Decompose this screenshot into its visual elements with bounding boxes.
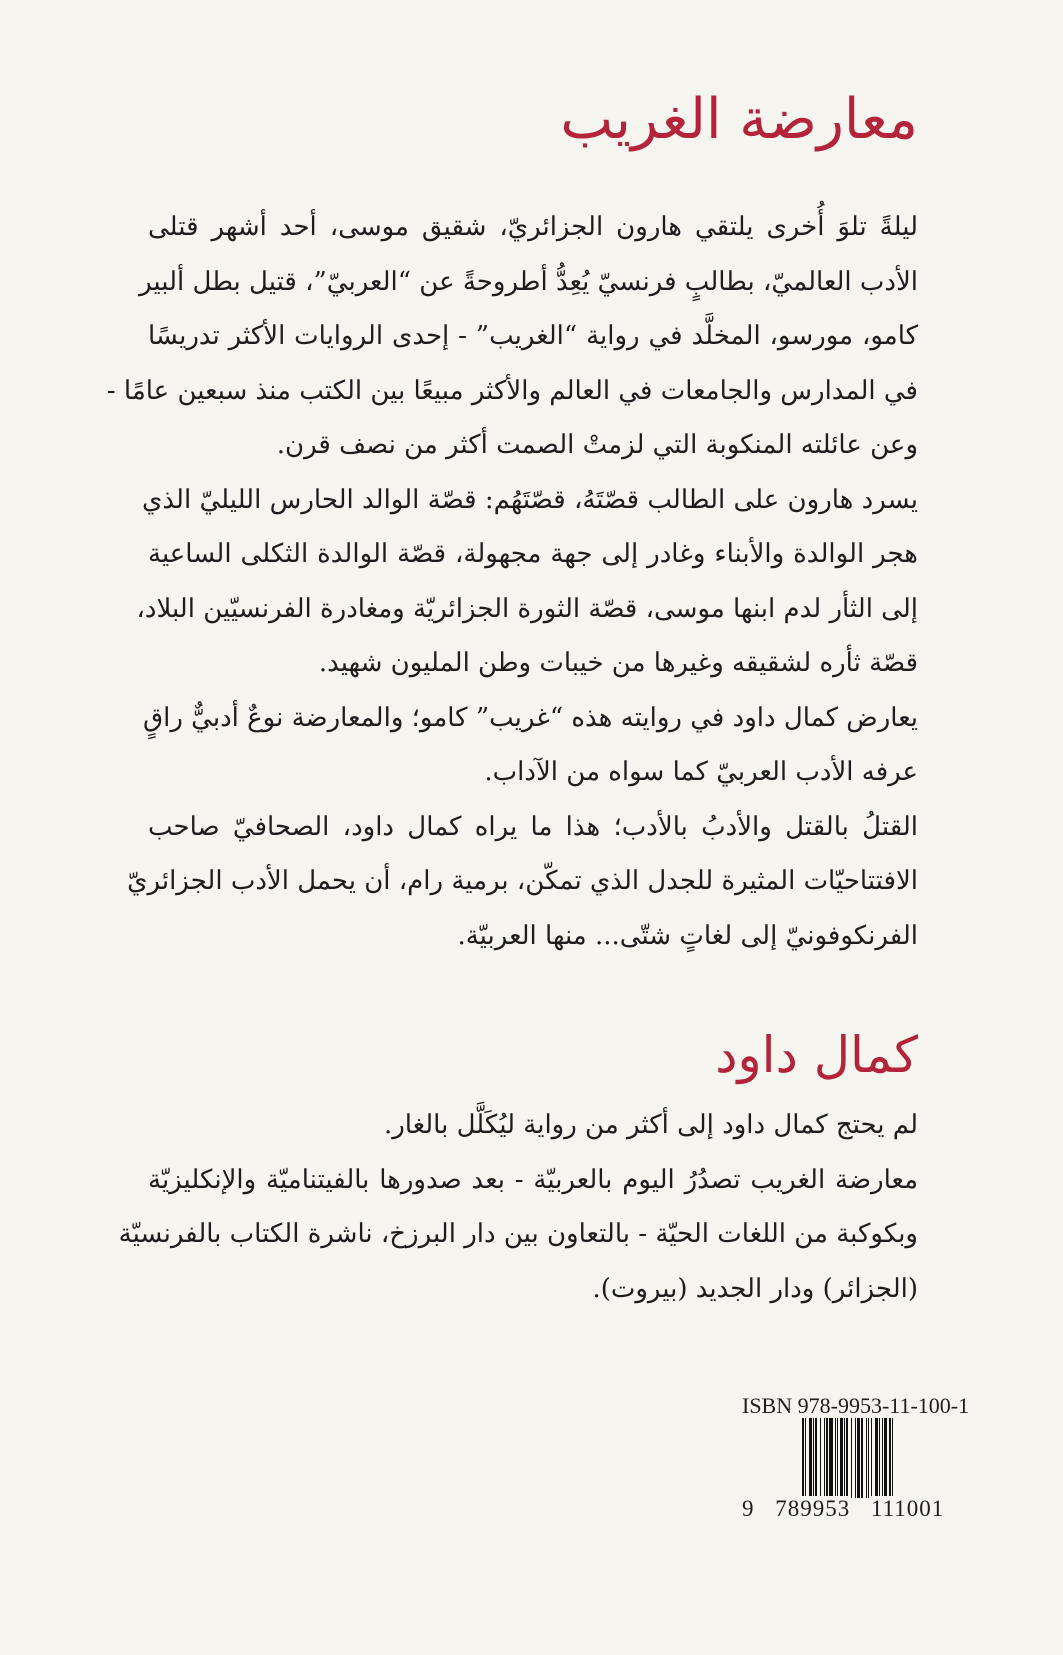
text-line: معارضة الغريب تصدُرُ اليوم بالعربيّة - بعد صدورها بالفيتناميّة والإنكليزيّة — [148, 1164, 918, 1195]
barcode-digits-right: 111001 — [871, 1496, 945, 1521]
text-line: الأدب العالميّ، بطالبٍ فرنسيّ يُعِدُّ أطروحةً عن “العربيّ”، قتيل بطل ألبير — [139, 266, 918, 297]
text-line: هجر الوالدة والأبناء وغادر إلى جهة مجهولة، قصّة الوالدة الثكلى الساعية — [148, 539, 918, 569]
text-line: في المدارس والجامعات في العالم والأكثر مبيعًا بين الكتب منذ سبعين عامًا - — [106, 375, 918, 406]
text-line: قصّة ثأره لشقيقه وغيرها من خيبات وطن المليون شهيد. — [318, 648, 918, 678]
text-line: وبكوكبة من اللغات الحيّة - بالتعاون بين دار البرزخ، ناشرة الكتاب بالفرنسيّة — [118, 1219, 918, 1249]
text-line: لم يحتج كمال داود إلى أكثر من رواية ليُكَلَّل بالغار. — [383, 1110, 918, 1140]
text-line: يعارض كمال داود في روايته هذه “غريب” كامو؛ والمعارضة نوعٌ أدبيٌّ راقٍ — [142, 702, 918, 733]
text-line: الافتتاحيّات المثيرة للجدل الذي تمكّن، برمية رام، أن يحمل الأدب الجزائريّ — [127, 866, 918, 896]
barcode-digits-left: 789953 — [775, 1496, 851, 1521]
barcode-digits — [742, 1496, 944, 1522]
text-line: وعن عائلته المنكوبة التي لزمتْ الصمت أكثر من نصف قرن. — [276, 430, 918, 460]
barcode — [802, 1418, 972, 1498]
author-heading: كمال داود — [715, 1026, 918, 1084]
text-line: عرفه الأدب العربيّ كما سواه من الآداب. — [484, 757, 918, 787]
text-line: القتلُ بالقتل والأدبُ بالأدب؛ هذا ما يراه كمال داود، الصحافيّ صاحب — [148, 811, 918, 842]
text-line: (الجزائر) ودار الجديد (بيروت). — [592, 1273, 918, 1304]
text-line: الفرنكوفونيّ إلى لغاتٍ شتّى... منها العربيّة. — [457, 920, 918, 951]
barcode-digit-first: 9 — [742, 1496, 755, 1521]
text-line: كامو، مورسو، المخلَّد في رواية “الغريب” - إحدى الروايات الأكثر تدريسًا — [148, 321, 918, 351]
text-line: ليلةً تلوَ أُخرى يلتقي هارون الجزائريّ، شقيق موسى، أحد أشهر قتلى — [148, 212, 918, 242]
text-line: يسرد هارون على الطالب قصّتَهُ، قصّتَهُم: قصّة الوالد الحارس الليليّ الذي — [142, 484, 918, 515]
book-title: معارضة الغريب — [560, 87, 918, 152]
barcode-bar — [893, 1418, 895, 1498]
isbn-label: ISBN 978-9953-11-100-1 — [742, 1393, 970, 1418]
author-bio-text — [118, 1098, 918, 1316]
text-line: إلى الثأر لدم ابنها موسى، قصّة الثورة الجزائريّة ومغادرة الفرنسيّين البلاد، — [136, 593, 918, 624]
blurb-text — [106, 200, 918, 963]
